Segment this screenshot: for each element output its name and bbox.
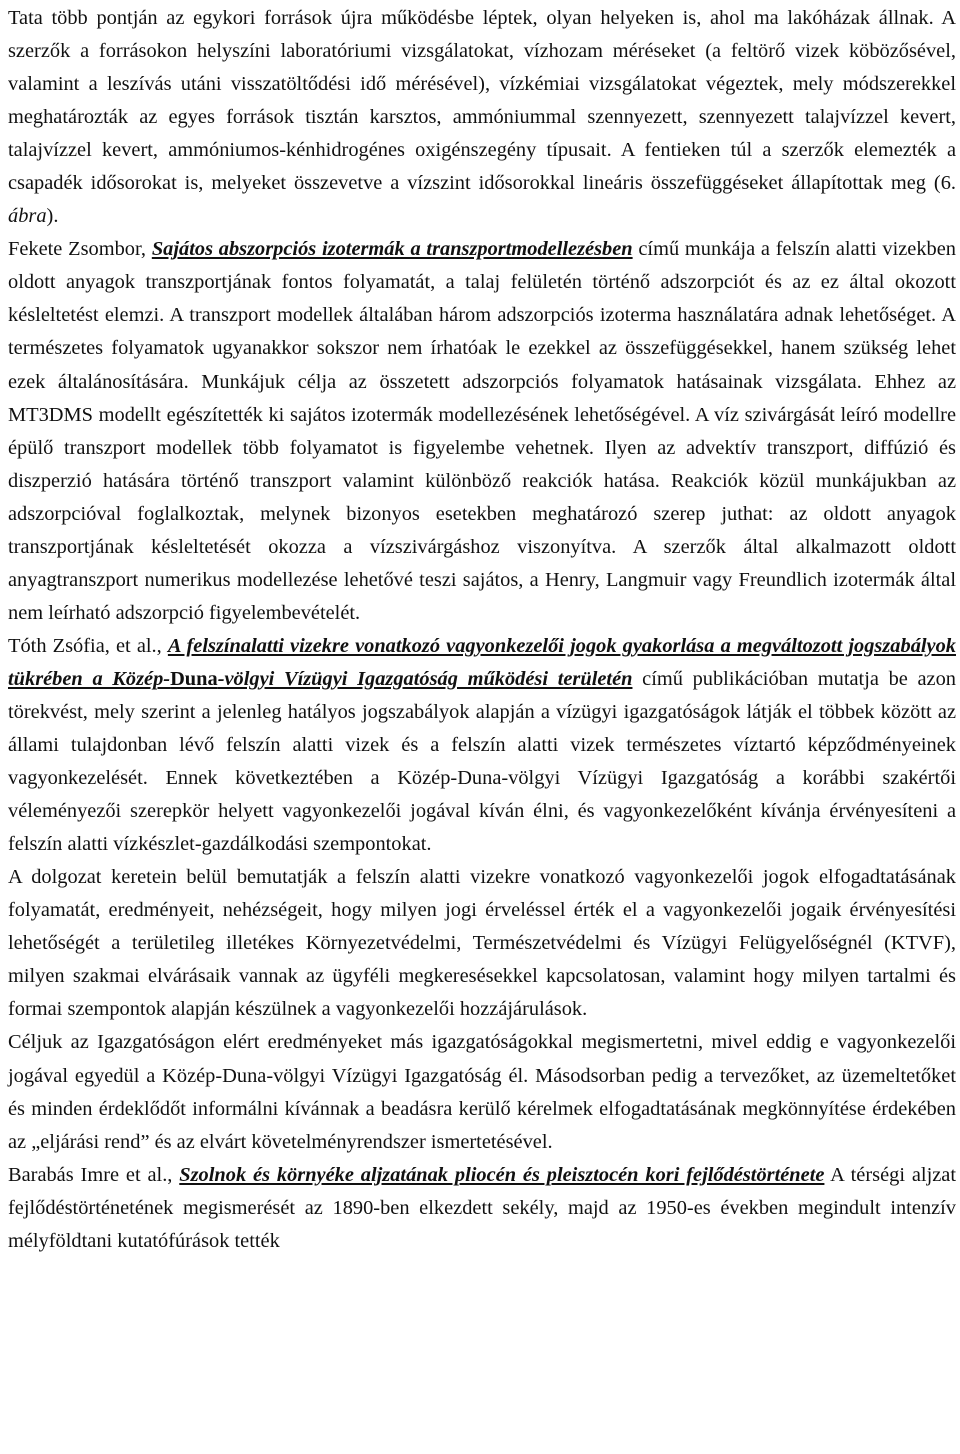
reference-title: A felszínalatti vizekre vonatkozó vagyonkezelői jogok gyakorlása a megváltozott jogszabályok tükrében a Közép- (8, 634, 956, 690)
reference-title: Duna (170, 667, 218, 690)
reference-title: -völgyi Vízügyi Igazgatóság működési területén (217, 667, 633, 690)
paragraph-text: ). (46, 205, 59, 228)
reference-author: Barabás Imre et al., (8, 1163, 180, 1186)
paragraph-celjuk: Céljuk az Igazgatóságon elért eredményeket más igazgatóságokkal megismertetni, mivel eddig e vagyonkezelői jogával egyedül a Közép-Duna-völgyi Vízügyi Igazgatóság él. Másodsorban pedig a tervezőket, az üzemeltetőket és minden érdeklődőt informálni kívánnak a beadásra kerülő kérelmek elfogadtatásának megkönnyítése érdekében az „eljárási rend” és az elvárt követelményrendszer ismertetésével. (8, 1031, 956, 1153)
paragraph-tata-springs (8, 2, 956, 233)
paragraph-text: című publikációban mutatja be azon törekvést, mely szerint a jelenleg hatályos jogszabályok alapján a vízügyi igazgatóságok látják el többek között az állami tulajdonban lévő felszín alatti vizek és a felszín alatti vizek természetes víztartó képződményeinek vagyonkezelését. Ennek következtében a Közép-Duna-völgyi Vízügyi Igazgatóság a korábbi szakértői véleményezői szerepkör helyett vagyonkezelői jogával kíván élni, és vagyonkezelőként kívánja érvényesíteni a felszín alatti vízkészlet-gazdálkodási szempontokat. (8, 667, 956, 856)
paragraph-barabas-imre (8, 1159, 956, 1258)
reference-title: Szolnok és környéke aljzatának pliocén és pleisztocén kori fejlődéstörténete (179, 1163, 825, 1186)
paragraph-text: Tata több pontján az egykori források újra működésbe léptek, olyan helyeken is, ahol ma lakóházak állnak. A szerzők a forrásokon helyszíni laboratóriumi vizsgálatokat, vízhozam méréseket (a feltörő vizek köbözősével, valamint a leszívás utáni visszatöltődési idő mérésével), vízkémiai vizsgálatokat végeztek, mely módszerekkel meghatározták az egyes források tisztán karsztos, ammóniummal szennyezett, szennyezett talajvízzel kevert, talajvízzel kevert, ammóniumos-kénhidrogénes oxigénszegény típusait. A fentieken túl a szerzők elemezték a csapadék idősorokat is, melyeket összevetve a vízszint idősorokkal lineáris összefüggéseket állapítottak meg (6. (8, 7, 956, 195)
paragraph-dolgozat: A dolgozat keretein belül bemutatják a felszín alatti vizekre vonatkozó vagyonkezelői jogok elfogadtatásának folyamatát, eredményeit, nehézségeit, hogy milyen jogi érveléssel érték el a vagyonkezelői jogaik érvényesítési lehetőségét a területileg illetékes Környezetvédelmi, Természetvédelmi és Vízügyi Felügyelőségnél (KTVF), milyen szakmai elvárásaik vannak az ügyféli megkeresésekkel kapcsolatosan, valamint hogy milyen tartalmi és formai szempontok alapján készülnek a vagyonkezelői hozzájárulások. (8, 866, 956, 1021)
paragraph-fekete-zsombor (8, 233, 956, 630)
figure-reference: ábra (8, 205, 47, 228)
document-page (8, 2, 956, 1258)
paragraph-text: című munkája a felszín alatti vizekben oldott anyagok transzportjának fontos folyamatát, a talaj felületén történő adszorpciót és az ez által okozott késleltetést elemzi. A transzport modellek általában három adszorpciós izoterma használatára adnak lehetőséget. A természetes folyamatok ugyanakkor sokszor nem írhatóak le ezekkel az összefüggésekkel, hanem szükség lehet ezek általánosítására. Munkájuk célja az összetett adszorpciós folyamatok hatásainak vizsgálata. Ehhez az MT3DMS modellt egészítették ki sajátos izotermák modellezésének lehetőségével. A víz szivárgását leíró modellre épülő transzport modellek több folyamatot is figyelembe vehetnek. Ilyen az advektív transzport, diffúzió és diszperzió hatására történő transzport valamint különböző reakciók hatása. Reakciók közül munkájukban az adszorpcióval foglalkoztak, melynek bizonyos esetekben meghatározó szerep juthat: az oldott anyagok transzportjának késleltetését okozza a vízszivárgáshoz viszonyítva. A szerzők által alkalmazott oldott anyagtranszport numerikus modellezése lehetővé teszi sajátos, a Henry, Langmuir vagy Freundlich izotermák által nem leírható adszorpció figyelembevételét. (8, 238, 956, 624)
reference-author: Fekete Zsombor, (8, 238, 152, 261)
paragraph-toth-zsofia (8, 630, 956, 861)
reference-title: Sajátos abszorpciós izotermák a transzportmodellezésben (151, 238, 633, 261)
paragraph-text: A térségi aljzat fejlődéstörténetének megismerését az 1890-ben elkezdett sekély, majd az 1950-es években megindult intenzív mélyföldtani kutatófúrások tették (8, 1163, 957, 1252)
reference-author: Tóth Zsófia, et al., (8, 634, 168, 657)
